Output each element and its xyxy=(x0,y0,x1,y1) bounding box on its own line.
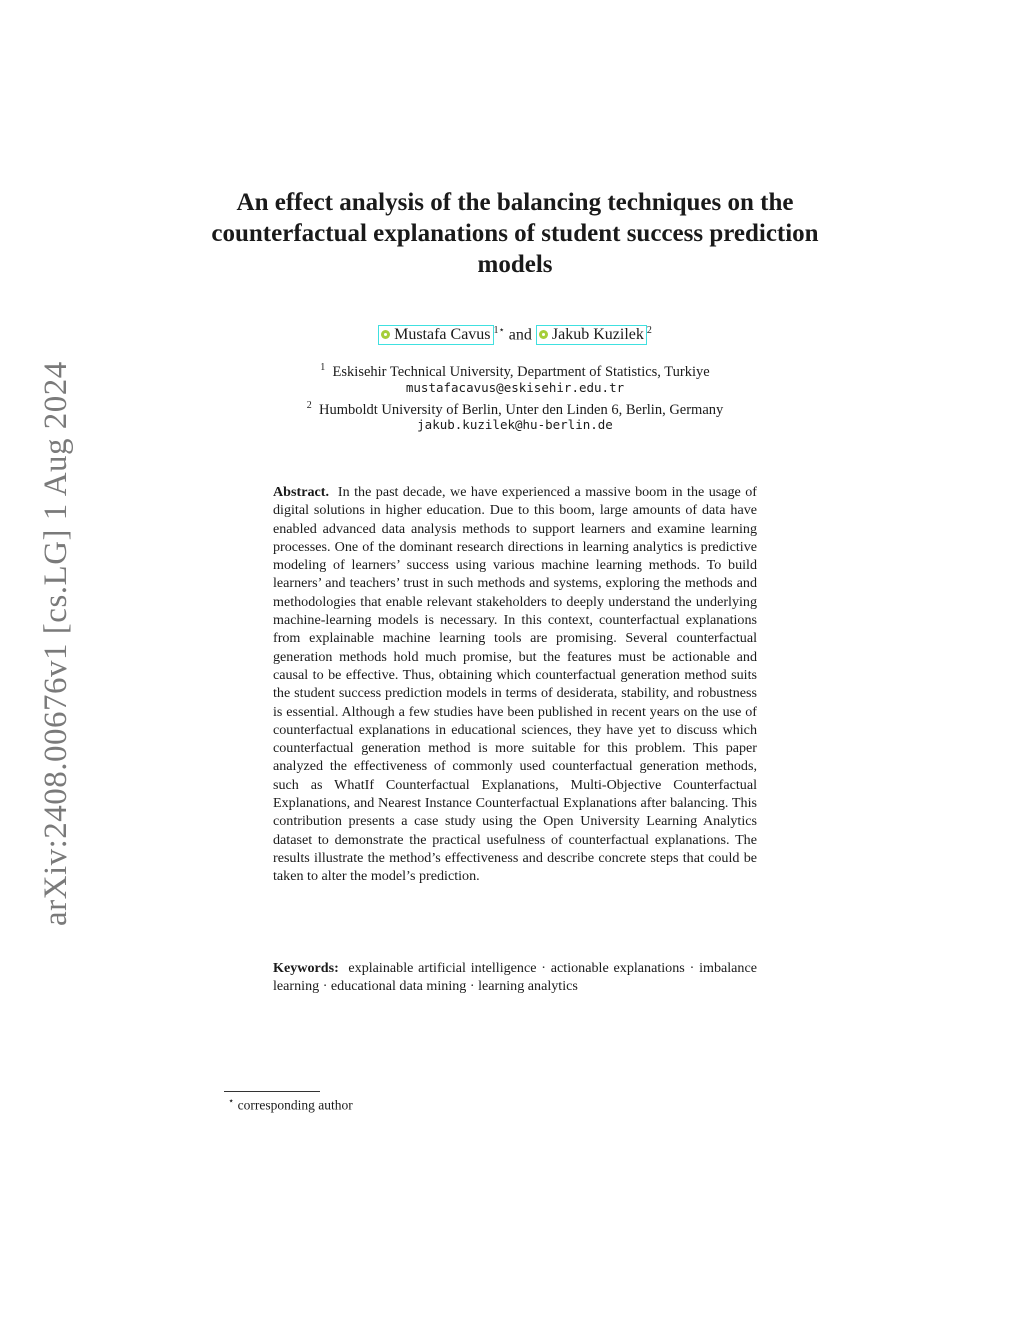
author-link-1[interactable] xyxy=(378,325,493,345)
abstract-label: Abstract. xyxy=(273,484,329,500)
affiliation-text: Eskisehir Technical University, Department of Statistics, Turkiye xyxy=(332,363,710,380)
footnote-text: corresponding author xyxy=(237,1097,353,1113)
paper-title: An effect analysis of the balancing techniques on the counterfactual explanations of student success prediction models xyxy=(211,189,819,278)
affiliation-number: 1 xyxy=(320,362,326,373)
affiliation-text: Humboldt University of Berlin, Unter den Linden 6, Berlin, Germany xyxy=(318,401,724,418)
keywords xyxy=(273,959,757,996)
footnote xyxy=(228,1096,353,1114)
footnote-mark: ⋆ xyxy=(228,1096,235,1107)
abstract xyxy=(273,483,757,886)
author-name: Mustafa Cavus xyxy=(394,326,491,344)
abstract-text: In the past decade, we have experienced a massive boom in the usage of digital solutions in higher education. Due to this boom, large amounts of data have enabled advanced data analysis methods to support learners and examine learning processes. One of the dominant research directions in learning analytics is predictive modeling of learners’ success using various machine learning methods. To build learners’ and teachers’ trust in such methods and systems, exploring the methods and methodologies that enable relevant stakeholders to deeply understand the underlying machine-learning models is necessary. In this context, counterfactual explanations from explainable machine learning tools are promising. Several counterfactual generation methods hold much promise, but the features must be actionable and causal to be effective. Thus, obtaining which counterfactual generation method suits the student success prediction models in terms of desiderata, stability, and robustness is essential. Although a few studies have been published in recent years on the use of counterfactual explanations in educational sciences, they have yet to discuss which counterfactual generation method is more suitable for this problem. This paper analyzed the effectiveness of commonly used counterfactual generation methods, such as WhatIf Counterfactual Explanations, Multi-Objective Counterfactual Explanations, and Nearest Instance Counterfactual Explanations after balancing. This contribution presents a case study using the Open University Learning Analytics dataset to demonstrate the practical usefulness of counterfactual explanations. The results illustrate the method’s effectiveness and describe concrete steps that could be taken to alter the model’s prediction. xyxy=(273,484,758,885)
author-conjunction: and xyxy=(508,326,532,344)
author-superscript: 1⋆ xyxy=(493,325,505,336)
affiliation-email-1[interactable]: mustafacavus@eskisehir.edu.tr xyxy=(405,380,625,395)
author-line xyxy=(0,321,1024,345)
affiliation-number: 2 xyxy=(306,400,312,411)
author-link-2[interactable] xyxy=(536,325,647,345)
author-name: Jakub Kuzilek xyxy=(551,326,644,344)
orcid-icon[interactable] xyxy=(381,330,390,339)
keywords-text: explainable artificial intelligence · actionable explanations · imbalance learning · educational data mining · learning analytics xyxy=(273,960,757,995)
author-superscript: 2 xyxy=(646,325,652,336)
keywords-label: Keywords: xyxy=(273,960,339,976)
arxiv-sidebar-id: arXiv:2408.00676v1 [cs.LG] 1 Aug 2024 xyxy=(38,361,74,926)
affiliation-email-2[interactable]: jakub.kuzilek@hu-berlin.de xyxy=(417,417,613,432)
footnote-rule xyxy=(224,1091,320,1092)
orcid-icon[interactable] xyxy=(539,330,548,339)
affiliation-1 xyxy=(200,359,830,381)
